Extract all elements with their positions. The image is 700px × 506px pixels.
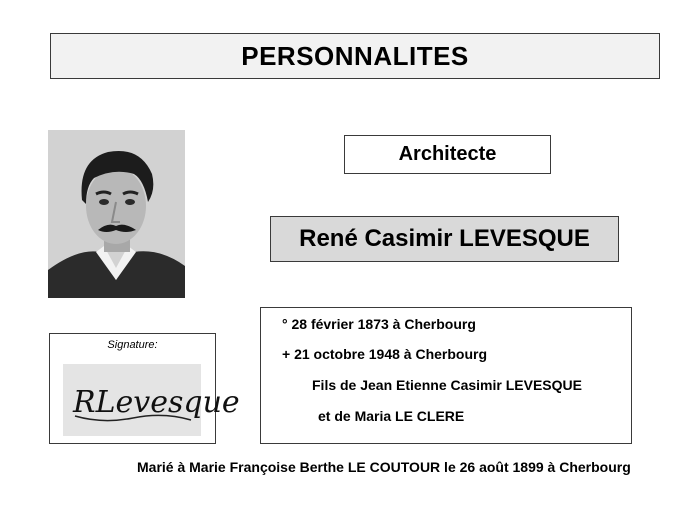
info-box (260, 307, 632, 444)
signature-box (49, 333, 240, 444)
signature-drawing (63, 364, 240, 436)
portrait-photo (48, 130, 185, 298)
marriage-line: Marié à Marie Françoise Berthe LE COUTOUR le 26 août 1899 à Cherbourg (137, 459, 631, 475)
role-box (344, 135, 551, 174)
signature-text: RLevesque (73, 385, 240, 420)
signature-image (63, 364, 240, 436)
role-label: Architecte (398, 143, 497, 165)
name-box (270, 216, 619, 262)
signature-label: Signature: (107, 339, 158, 351)
person-name: René Casimir LEVESQUE (299, 225, 590, 252)
death-line: + 21 octobre 1948 à Cherbourg (282, 346, 488, 362)
birth-line: ° 28 février 1873 à Cherbourg (282, 316, 476, 332)
portrait-image (48, 130, 185, 298)
mother-line: et de Maria LE CLERE (318, 408, 465, 424)
father-line: Fils de Jean Etienne Casimir LEVESQUE (312, 377, 582, 393)
title-box (50, 33, 660, 79)
page-title: PERSONNALITES (241, 40, 469, 71)
